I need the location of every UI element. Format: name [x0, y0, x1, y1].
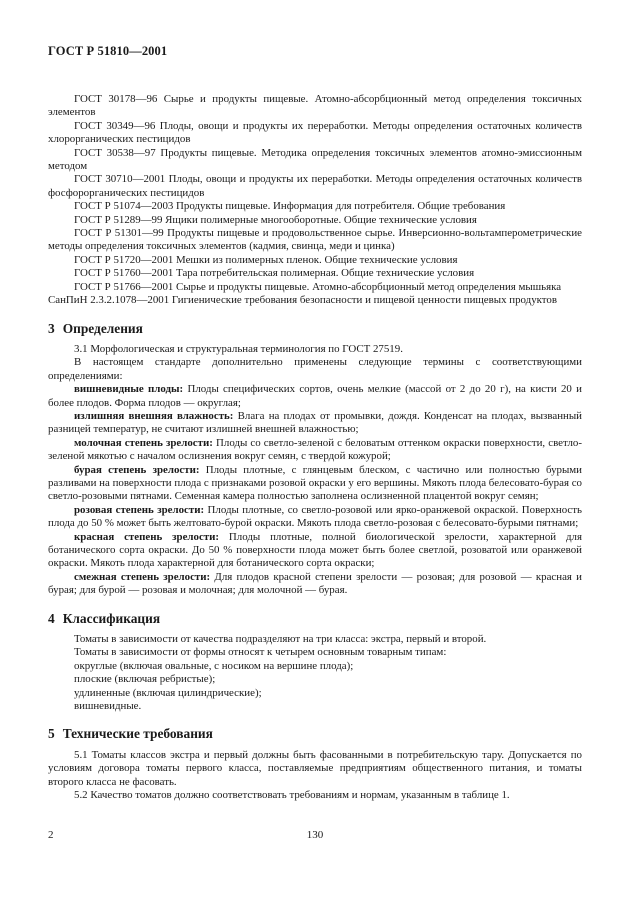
sheet-number: 130 [306, 829, 324, 841]
reference-item: ГОСТ Р 51766—2001 Сырье и продукты пищевые. Атомно-абсорбционный метод определения мышьяка [74, 280, 562, 293]
section-heading-technical-requirements [48, 727, 582, 740]
list-item: удлиненные (включая цилиндрические); [74, 686, 262, 699]
section-title: Классификация [62, 610, 161, 626]
definition-term: розовая степень зрелости: [74, 503, 205, 516]
section-number: 4 [48, 610, 55, 626]
definition-text: Для плодов красной степени зрелости — розовая; для розовой — красная и бурая; для бурой — розовая и молочная; для молочной — бурая. [48, 570, 583, 597]
definition-text: Плоды со светло-зеленой с беловатым оттенком окраски поверхности, светло-зеленой мякотью с началом ослизнения вокруг семян, с твердой кожурой; [48, 436, 583, 463]
reference-item: ГОСТ 30349—96 Плоды, овощи и продукты их переработки. Методы определения остаточных количеств хлорорганических пестицидов [48, 119, 582, 146]
paragraph: В настоящем стандарте дополнительно применены следующие термины с соответствующими определениями: [48, 356, 582, 382]
definition-term: бурая степень зрелости: [74, 463, 200, 476]
definition-item [48, 571, 582, 598]
section-title: Технические требования [62, 726, 213, 742]
definition-item [48, 504, 582, 531]
paragraph: 3.1 Морфологическая и структуральная терминология по ГОСТ 27519. [74, 342, 403, 355]
sanpin-reference: СанПиН 2.3.2.1078—2001 Гигиенические требования безопасности и пищевой ценности пищевых продуктов [48, 294, 557, 307]
definition-term: смежная степень зрелости: [74, 570, 211, 583]
reference-item: ГОСТ Р 51760—2001 Тара потребительская полимерная. Общие технические условия [74, 267, 475, 280]
reference-item: ГОСТ Р 51301—99 Продукты пищевые и продовольственное сырье. Инверсионно-вольтамперометрические методы определения токсичных элементов (кадмия, свинца, меди и цинка) [48, 227, 582, 253]
section-number: 5 [48, 726, 55, 742]
paragraph: 5.1 Томаты классов экстра и первый должны быть фасованными в потребительскую тару. Допускается по условиям договора томаты первого класса, поставляемые предприятиям общественного питания, и томаты второго класса не фасовать. [48, 748, 582, 788]
definition-item [48, 410, 582, 437]
reference-item: ГОСТ Р 51289—99 Ящики полимерные многооборотные. Общие технические условия [74, 213, 477, 226]
reference-item: ГОСТ 30538—97 Продукты пищевые. Методика определения токсичных элементов атомно-эмиссионным методом [48, 146, 582, 173]
list-item: плоские (включая ребристые); [74, 673, 216, 686]
reference-item: ГОСТ Р 51720—2001 Мешки из полимерных пленок. Общие технические условия [74, 253, 458, 266]
reference-item: ГОСТ 30178—96 Сырье и продукты пищевые. Атомно-абсорбционный метод определения токсичных элементов [48, 93, 582, 119]
section-heading-definitions [48, 322, 582, 335]
page-number: 2 [48, 829, 54, 841]
paragraph: Томаты в зависимости от формы относят к четырем основным товарным типам: [74, 646, 447, 659]
paragraph: Томаты в зависимости от качества подразделяют на три класса: экстра, первый и второй. [74, 633, 487, 646]
definition-term: излишняя внешняя влажность: [74, 409, 234, 422]
reference-item: ГОСТ 30710—2001 Плоды, овощи и продукты их переработки. Методы определения остаточных количеств фосфорорганических пестицидов [48, 173, 582, 199]
list-item: вишневидные. [74, 700, 142, 713]
definition-text: Плоды специфических сортов, очень мелкие (массой от 2 до 20 г), на кисти 20 и более плодов. Форма плодов — округлая; [48, 383, 582, 409]
definition-text: Влага на плодах от промывки, дождя. Конденсат на плодах, вызванный разницей температур, не считают излишней внешней влажностью; [48, 409, 582, 436]
paragraph: 5.2 Качество томатов должно соответствовать требованиям и нормам, указанным в таблице 1. [74, 789, 510, 802]
definition-term: вишневидные плоды: [74, 383, 184, 396]
definition-item [48, 531, 582, 571]
section-title: Определения [62, 320, 143, 336]
definition-text: Плоды плотные, с глянцевым блеском, с частично или полностью бурыми разливами на поверхности плода с признаками розовой окраски у его вершины. Мякоть плода белесовато-бурая со светло-розовыми пятнами. Семенная камера полностью заполнена ослизненной плацентой вокруг семян; [48, 463, 583, 503]
definition-item [48, 383, 582, 410]
document-header: ГОСТ Р 51810—2001 [48, 44, 168, 58]
definition-item [48, 437, 582, 464]
definition-item [48, 464, 582, 504]
definition-text: Плоды плотные, полной биологической зрелости, характерной для ботанического сорта окраски. До 50 % поверхности плода может быть более светлой, розоватой или оранжевой окраски. Мякоть плода характерной для ботанического сорта окраски; [48, 530, 582, 570]
definition-term: молочная степень зрелости: [74, 436, 213, 449]
document-body [48, 93, 582, 803]
definition-text: Плоды плотные, со светло-розовой или ярко-оранжевой окраской. Поверхность плода до 50 % может быть желтовато-бурой окраски. Мякоть плода светло-розовая с белесовато-бурыми пятнами; [48, 503, 582, 530]
reference-item: ГОСТ Р 51074—2003 Продукты пищевые. Информация для потребителя. Общие требования [74, 200, 506, 213]
section-number: 3 [48, 320, 55, 336]
section-heading-classification [48, 612, 582, 625]
definition-term: красная степень зрелости: [74, 530, 220, 543]
list-item: округлые (включая овальные, с носиком на вершине плода); [74, 659, 354, 672]
